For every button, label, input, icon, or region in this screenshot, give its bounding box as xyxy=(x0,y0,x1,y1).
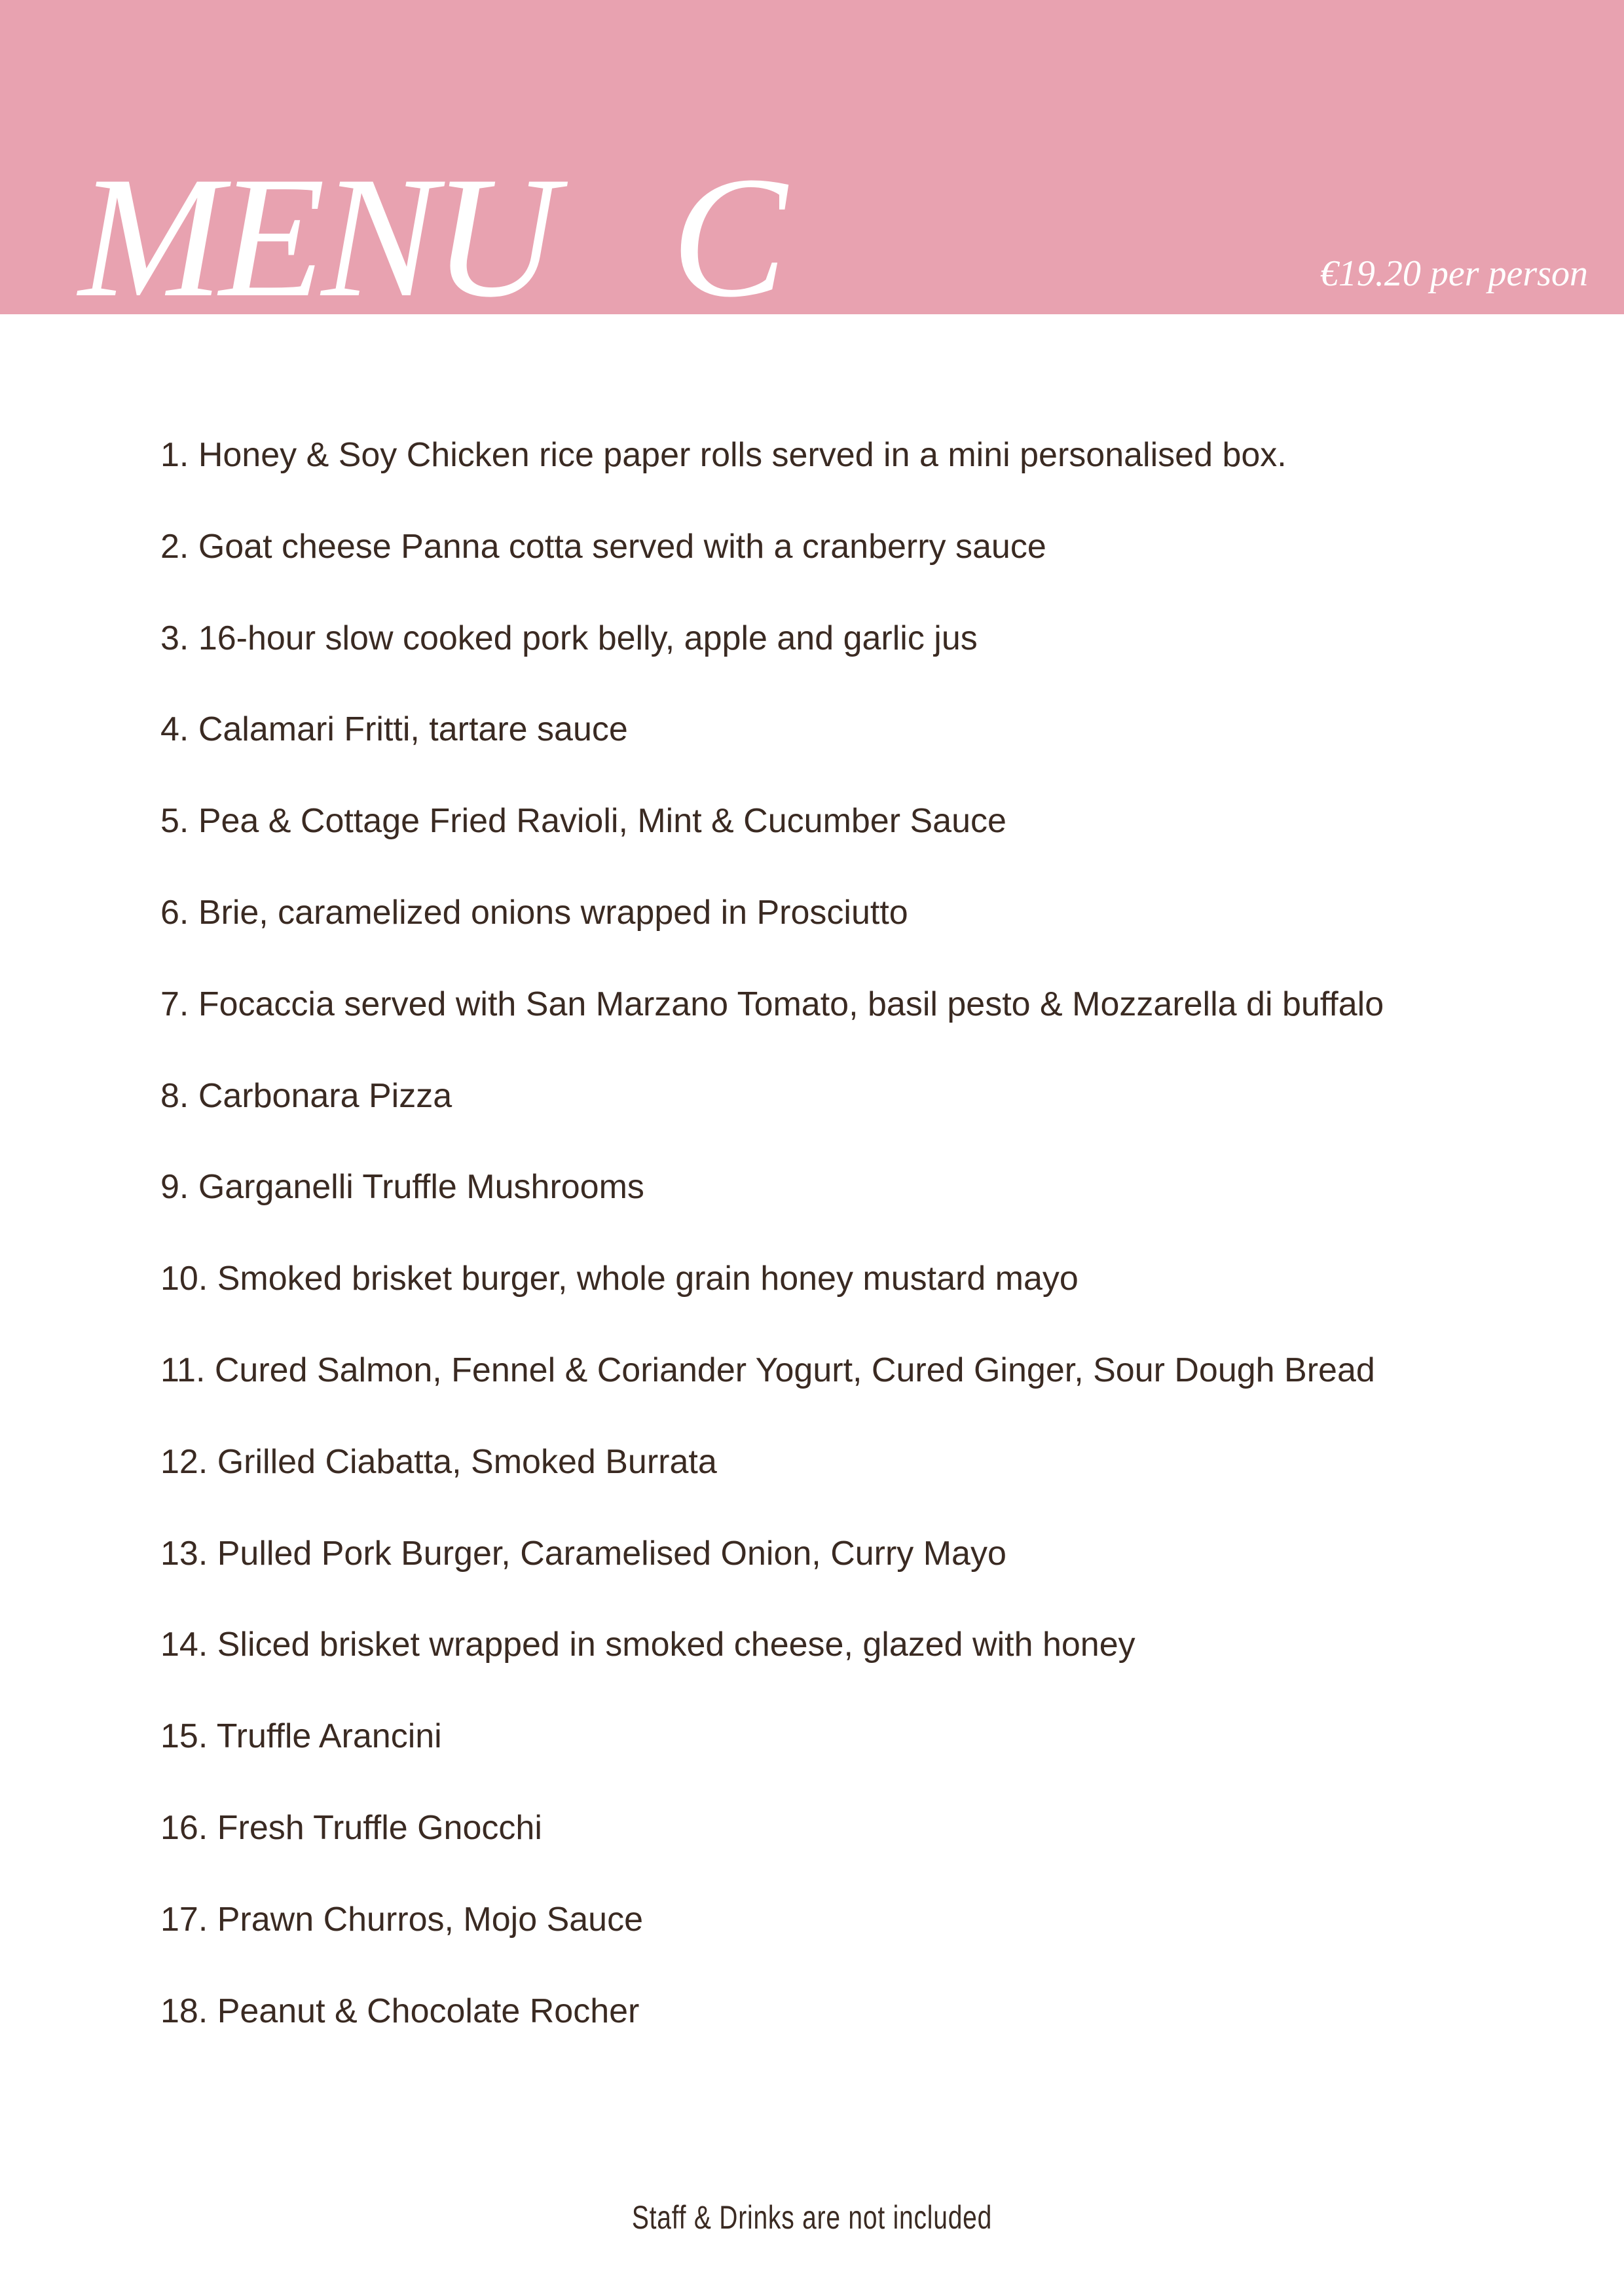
menu-item: 8. Carbonara Pizza xyxy=(160,1076,452,1115)
menu-items-list xyxy=(160,429,1384,2076)
menu-item: 16. Fresh Truffle Gnocchi xyxy=(160,1808,542,1847)
price-per-person: €19.20 per person xyxy=(1320,253,1588,294)
menu-item: 7. Focaccia served with San Marzano Tomato, basil pesto & Mozzarella di buffalo xyxy=(160,985,1384,1023)
menu-item: 14. Sliced brisket wrapped in smoked cheese, glazed with honey xyxy=(160,1626,1135,1664)
menu-item: 4. Calamari Fritti, tartare sauce xyxy=(160,710,628,749)
menu-item: 1. Honey & Soy Chicken rice paper rolls served in a mini personalised box. xyxy=(160,436,1287,474)
menu-item: 11. Cured Salmon, Fennel & Coriander Yogurt, Cured Ginger, Sour Dough Bread xyxy=(160,1351,1375,1389)
footer-note: Staff & Drinks are not included xyxy=(631,2199,993,2236)
menu-item: 18. Peanut & Chocolate Rocher xyxy=(160,1992,640,2030)
menu-item: 9. Garganelli Truffle Mushrooms xyxy=(160,1168,644,1207)
menu-item: 15. Truffle Arancini xyxy=(160,1717,442,1756)
menu-item: 3. 16-hour slow cooked pork belly, apple and garlic jus xyxy=(160,619,978,657)
menu-item: 5. Pea & Cottage Fried Ravioli, Mint & Cucumber Sauce xyxy=(160,802,1006,841)
menu-item: 12. Grilled Ciabatta, Smoked Burrata xyxy=(160,1442,717,1481)
menu-item: 6. Brie, caramelized onions wrapped in Prosciutto xyxy=(160,893,908,932)
menu-item: 10. Smoked brisket burger, whole grain honey mustard mayo xyxy=(160,1260,1079,1298)
menu-title: MENU xyxy=(79,141,555,333)
menu-item: 13. Pulled Pork Burger, Caramelised Onion, Curry Mayo xyxy=(160,1534,1006,1573)
menu-letter: C xyxy=(671,141,783,333)
menu-item: 2. Goat cheese Panna cotta served with a cranberry sauce xyxy=(160,527,1046,566)
menu-item: 17. Prawn Churros, Mojo Sauce xyxy=(160,1900,644,1939)
header-band xyxy=(0,0,1624,333)
